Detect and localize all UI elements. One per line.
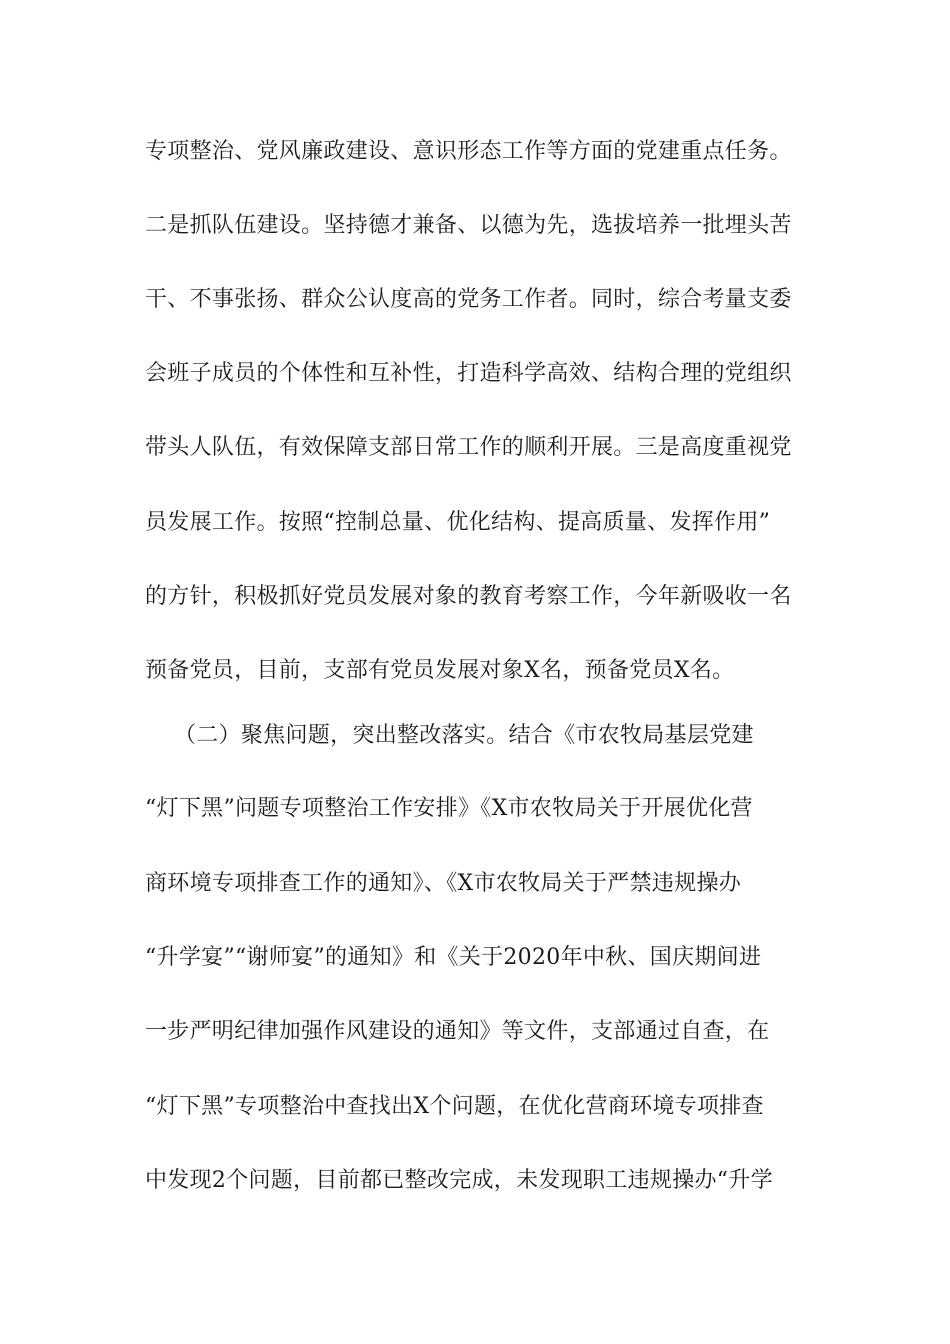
text-line-15: 中发现2个问题，目前都已整改完成，未发现职工违规操办“升学	[145, 1168, 773, 1193]
text-line-13: 一步严明纪律加强作风建设的通知》等文件，支部通过自查，在	[145, 1019, 770, 1044]
text-line-2: 二是抓队伍建设。坚持德才兼备、以德为先，选拔培养一批埋头苦	[145, 213, 792, 238]
text-line-4: 会班子成员的个体性和互补性，打造科学高效、结构合理的党组织	[145, 361, 792, 386]
text-line-10: “灯下黑”问题专项整治工作安排》《X市农牧局关于开展优化营	[145, 796, 753, 821]
text-line-1: 专项整治、党风廉政建设、意识形态工作等方面的党建重点任务。	[145, 139, 792, 164]
text-line-5: 带头人队伍，有效保障支部日常工作的顺利开展。三是高度重视党	[145, 435, 792, 460]
text-line-14: “灯下黑”专项整治中查找出X个问题，在优化营商环境专项排查	[145, 1094, 764, 1119]
text-line-12: “升学宴”“谢师宴”的通知》和《关于2020年中秋、国庆期间进	[145, 945, 762, 970]
paragraph-start-line: （二）聚焦问题，突出整改落实。结合《市农牧局基层党建	[174, 723, 754, 748]
text-line-7: 的方针，积极抓好党员发展对象的教育考察工作，今年新吸收一名	[145, 584, 792, 609]
text-line-11: 商环境专项排查工作的通知》、《X市农牧局关于严禁违规操办	[145, 871, 742, 896]
text-line-6: 员发展工作。按照“控制总量、优化结构、提高质量、发挥作用”	[145, 510, 771, 535]
text-line-8: 预备党员，目前，支部有党员发展对象X名，预备党员X名。	[145, 658, 735, 683]
text-line-3: 干、不事张扬、群众公认度高的党务工作者。同时，综合考量支委	[145, 287, 792, 312]
